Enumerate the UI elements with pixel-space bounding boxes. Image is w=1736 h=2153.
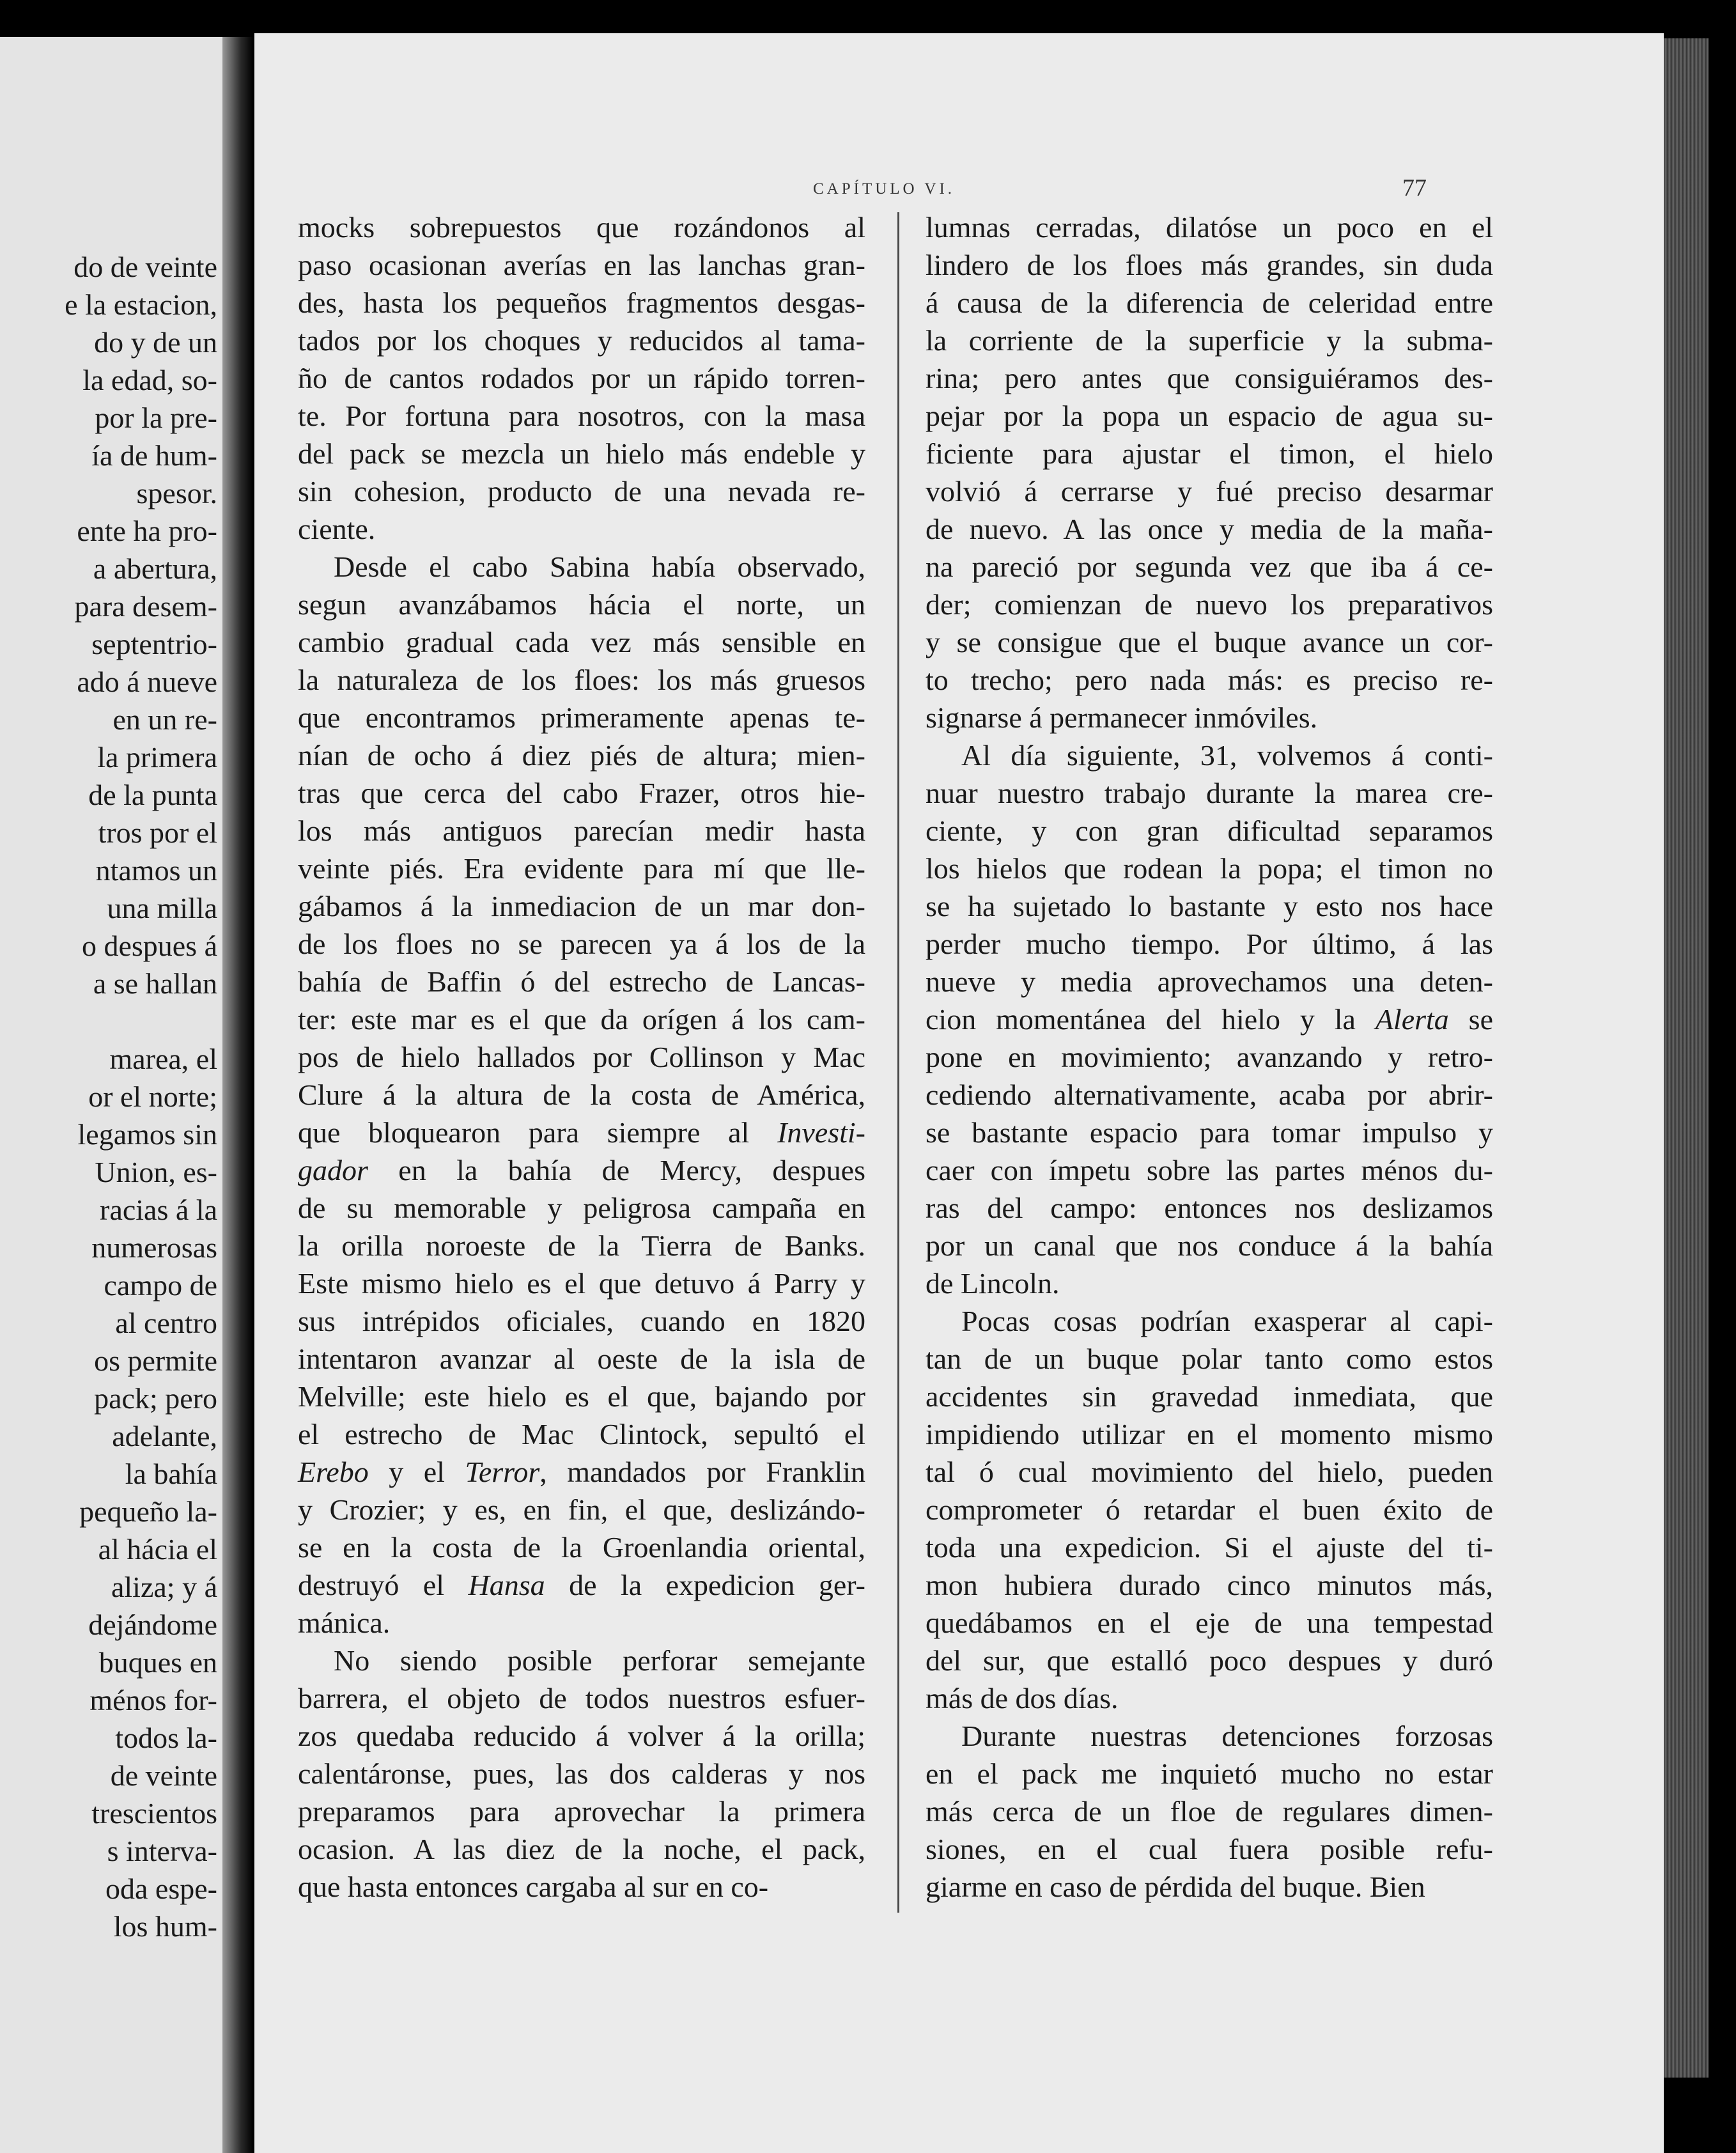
text-line: y Crozier; y es, en fin, el que, deslizándo- — [298, 1493, 865, 1526]
fragment-line: por la pre- — [95, 401, 217, 434]
text-line: lindero de los floes más grandes, sin duda — [926, 249, 1493, 281]
fragment-line: os permite — [94, 1344, 217, 1377]
text-line: des, hasta los pequeños fragmentos desgas- — [298, 286, 865, 319]
fragment-line: a abertura, — [93, 552, 217, 585]
text-line: en el pack me inquietó mucho no estar — [926, 1757, 1493, 1790]
text-line: de los floes no se parecen ya á los de la — [298, 928, 865, 960]
text-line: se ha sujetado lo bastante y esto nos hace — [926, 890, 1493, 922]
text-line: accidentes sin gravedad inmediata, que — [926, 1380, 1493, 1413]
book-gutter — [222, 37, 253, 2153]
fragment-line: campo de — [104, 1269, 217, 1302]
text-line: caer con ímpetu sobre las partes ménos du- — [926, 1154, 1493, 1186]
fragment-line: tros por el — [98, 816, 217, 849]
text-line: toda una expedicion. Si el ajuste del ti- — [926, 1531, 1493, 1564]
text-line: la orilla noroeste de la Tierra de Banks. — [298, 1229, 865, 1262]
fragment-line: spesor. — [136, 477, 217, 509]
text-line: Melville; este hielo es el que, bajando por — [298, 1380, 865, 1413]
text-line: signarse á permanecer inmóviles. — [926, 701, 1318, 734]
fragment-line: do de veinte — [74, 251, 217, 283]
text-line: to trecho; pero nada más: es preciso re- — [926, 664, 1493, 696]
fragment-line: al hácia el — [98, 1533, 217, 1566]
italic-term: Alerta — [1375, 1003, 1449, 1036]
text-line: na pareció por segunda vez que iba á ce- — [926, 550, 1493, 583]
fragment-line: trescientos — [91, 1797, 217, 1830]
text-line: ter: este mar es el que da orígen á los cam- — [298, 1003, 865, 1036]
text-line: Pocas cosas podrían exasperar al capi- — [961, 1305, 1493, 1337]
text-line: der; comienzan de nuevo los preparativos — [926, 588, 1493, 621]
fragment-line: ente ha pro- — [77, 515, 217, 547]
text-line: Al día siguiente, 31, volvemos á conti- — [961, 739, 1493, 772]
text-line: Clure á la altura de la costa de América, — [298, 1078, 865, 1111]
text-column-right — [926, 208, 1493, 1906]
fragment-line: dejándome — [88, 1608, 217, 1641]
text-line: comprometer ó retardar el buen éxito de — [926, 1493, 1493, 1526]
fragment-line — [0, 1002, 217, 1040]
text-line: Erebo y el Terror, mandados por Franklin — [298, 1456, 866, 1488]
text-line: calentáronse, pues, las dos calderas y nos — [298, 1757, 865, 1790]
fragment-line: numerosas — [91, 1231, 217, 1264]
text-line: paso ocasionan averías en las lanchas gran- — [298, 249, 865, 281]
fragment-line: de veinte — [110, 1759, 217, 1792]
fragment-line: or el norte; — [88, 1080, 217, 1113]
text-line: tal ó cual movimiento del hielo, pueden — [926, 1456, 1493, 1488]
fragment-line: pack; pero — [94, 1382, 217, 1415]
fragment-line: ntamos un — [95, 854, 217, 887]
fragment-line: la bahía — [125, 1457, 217, 1490]
fragment-line: al centro — [115, 1307, 217, 1339]
text-line: mon hubiera durado cinco minutos más, — [926, 1569, 1493, 1601]
text-line: más de dos días. — [926, 1682, 1119, 1714]
fragment-line: o despues á — [81, 929, 217, 962]
italic-term: Hansa — [468, 1569, 545, 1601]
fragment-line: pequeño la- — [79, 1495, 217, 1528]
text-line: sin cohesion, producto de una nevada re- — [298, 475, 865, 508]
text-line: Desde el cabo Sabina había observado, — [334, 550, 865, 583]
fragment-line: de la punta — [88, 779, 217, 811]
text-line: destruyó el Hansa de la expedicion ger- — [298, 1569, 865, 1601]
fragment-line: ménos for- — [89, 1684, 217, 1716]
text-line: del pack se mezcla un hielo más endeble y — [298, 437, 865, 470]
text-line: ciente, y con gran dificultad separamos — [926, 814, 1493, 847]
text-line: quedábamos en el eje de una tempestad — [926, 1606, 1493, 1639]
text-line: la naturaleza de los floes: los más gruesos — [298, 664, 865, 696]
text-line: cediendo alternativamente, acaba por abrir- — [926, 1078, 1493, 1111]
text-line: segun avanzábamos hácia el norte, un — [298, 588, 865, 621]
fragment-line: en un re- — [112, 703, 217, 736]
previous-page-text — [0, 248, 217, 1945]
fragment-line: para desem- — [74, 590, 217, 623]
text-line: tras que cerca del cabo Frazer, otros hie- — [298, 777, 865, 809]
text-line: más cerca de un floe de regulares dimen- — [926, 1795, 1493, 1828]
page-number: 77 — [1402, 175, 1427, 201]
fragment-line: los hum- — [113, 1910, 217, 1943]
text-line: por un canal que nos conduce á la bahía — [926, 1229, 1493, 1262]
fragment-line: e la estacion, — [65, 288, 217, 321]
fragment-line: marea, el — [109, 1043, 217, 1075]
text-line: cambio gradual cada vez más sensible en — [298, 626, 865, 658]
text-line: que encontramos primeramente apenas te- — [298, 701, 865, 734]
text-line: del sur, que estalló poco despues y duró — [926, 1644, 1493, 1677]
column-divider — [897, 212, 899, 1913]
text-line: sus intrépidos oficiales, cuando en 1820 — [298, 1305, 865, 1337]
fragment-line: s interva- — [107, 1835, 217, 1867]
page-edges — [1664, 38, 1709, 2078]
text-line: tan de un buque polar tanto como estos — [926, 1342, 1493, 1375]
fragment-line: aliza; y á — [111, 1571, 217, 1603]
text-line: volvió á cerrarse y fué preciso desarmar — [926, 475, 1493, 508]
text-line: barrera, el objeto de todos nuestros esfuer- — [298, 1682, 865, 1714]
text-line: se bastante espacio para tomar impulso y — [926, 1116, 1493, 1149]
text-line: zos quedaba reducido á volver á la orilla; — [298, 1720, 865, 1752]
text-line: de Lincoln. — [926, 1267, 1060, 1300]
text-line: á causa de la diferencia de celeridad entre — [926, 286, 1493, 319]
text-line: pone en movimiento; avanzando y retro- — [926, 1041, 1493, 1073]
text-line: y se consigue que el buque avance un cor- — [926, 626, 1493, 658]
text-line: perder mucho tiempo. Por último, á las — [926, 928, 1493, 960]
text-line: veinte piés. Era evidente para mí que lle- — [298, 852, 865, 885]
text-line: mánica. — [298, 1606, 391, 1639]
fragment-line: ía de hum- — [91, 439, 217, 472]
text-line: intentaron avanzar al oeste de la isla de — [298, 1342, 865, 1375]
fragment-line: buques en — [98, 1646, 217, 1679]
fragment-line: la primera — [97, 741, 217, 773]
fragment-line: do y de un — [94, 326, 217, 359]
text-line: ras del campo: entonces nos deslizamos — [926, 1192, 1493, 1224]
text-line: pejar por la popa un espacio de agua su- — [926, 400, 1493, 432]
running-head: CAPÍTULO VI. — [813, 180, 956, 198]
fragment-line: adelante, — [112, 1420, 217, 1452]
text-line: ficiente para ajustar el timon, el hielo — [926, 437, 1493, 470]
text-line: nueve y media aprovechamos una deten- — [926, 965, 1493, 998]
italic-term: Terror — [465, 1456, 540, 1488]
text-line: Durante nuestras detenciones forzosas — [961, 1720, 1493, 1752]
text-line: bahía de Baffin ó del estrecho de Lancas- — [298, 965, 865, 998]
italic-term: Erebo — [298, 1456, 369, 1488]
text-line: rina; pero antes que consiguiéramos des- — [926, 362, 1493, 394]
text-column-left — [298, 208, 865, 1906]
text-line: de nuevo. A las once y media de la maña- — [926, 513, 1493, 545]
fragment-line: septentrio- — [91, 628, 217, 660]
text-line: la corriente de la superficie y la subma- — [926, 324, 1493, 357]
fragment-line: una milla — [107, 892, 217, 924]
text-line: el estrecho de Mac Clintock, sepultó el — [298, 1418, 865, 1450]
text-line: giarme en caso de pérdida del buque. Bien — [926, 1870, 1425, 1903]
italic-term: Investi- — [777, 1116, 865, 1149]
text-line: nuar nuestro trabajo durante la marea cre- — [926, 777, 1493, 809]
previous-page — [0, 37, 222, 2153]
text-line: que bloquearon para siempre al Investi- — [298, 1116, 865, 1149]
text-line: ciente. — [298, 513, 376, 545]
text-line: los hielos que rodean la popa; el timon no — [926, 852, 1493, 885]
text-line: preparamos para aprovechar la primera — [298, 1795, 865, 1828]
text-line: se en la costa de la Groenlandia oriental, — [298, 1531, 865, 1564]
text-line: cion momentánea del hielo y la Alerta se — [926, 1003, 1494, 1036]
text-line: siones, en el cual fuera posible refu- — [926, 1833, 1493, 1865]
fragment-line: la edad, so- — [82, 364, 217, 396]
fragment-line: legamos sin — [77, 1118, 217, 1151]
text-line: los más antiguos parecían medir hasta — [298, 814, 865, 847]
text-line: ño de cantos rodados por un rápido torren- — [298, 362, 865, 394]
text-line: mocks sobrepuestos que rozándonos al — [298, 211, 865, 244]
fragment-line: todos la- — [115, 1722, 217, 1754]
text-line: que hasta entonces cargaba al sur en co- — [298, 1870, 769, 1903]
fragment-line: a se hallan — [93, 967, 217, 1000]
fragment-line: ado á nueve — [77, 665, 217, 698]
text-line: ocasion. A las diez de la noche, el pack, — [298, 1833, 865, 1865]
fragment-line: racias á la — [100, 1193, 217, 1226]
text-line: pos de hielo hallados por Collinson y Mac — [298, 1041, 865, 1073]
text-line: de su memorable y peligrosa campaña en — [298, 1192, 865, 1224]
text-line: No siendo posible perforar semejante — [334, 1644, 865, 1677]
text-line: gábamos á la inmediacion de un mar don- — [298, 890, 865, 922]
text-line: gador en la bahía de Mercy, despues — [298, 1154, 865, 1186]
text-line: impidiendo utilizar en el momento mismo — [926, 1418, 1493, 1450]
italic-term: gador — [298, 1154, 368, 1186]
text-line: lumnas cerradas, dilatóse un poco en el — [926, 211, 1493, 244]
text-line: te. Por fortuna para nosotros, con la masa — [298, 400, 865, 432]
text-line: Este mismo hielo es el que detuvo á Parry y — [298, 1267, 865, 1300]
fragment-line: oda espe- — [105, 1872, 217, 1905]
text-line: nían de ocho á diez piés de altura; mien- — [298, 739, 865, 772]
text-line: tados por los choques y reducidos al tama- — [298, 324, 865, 357]
fragment-line: Union, es- — [95, 1156, 217, 1188]
